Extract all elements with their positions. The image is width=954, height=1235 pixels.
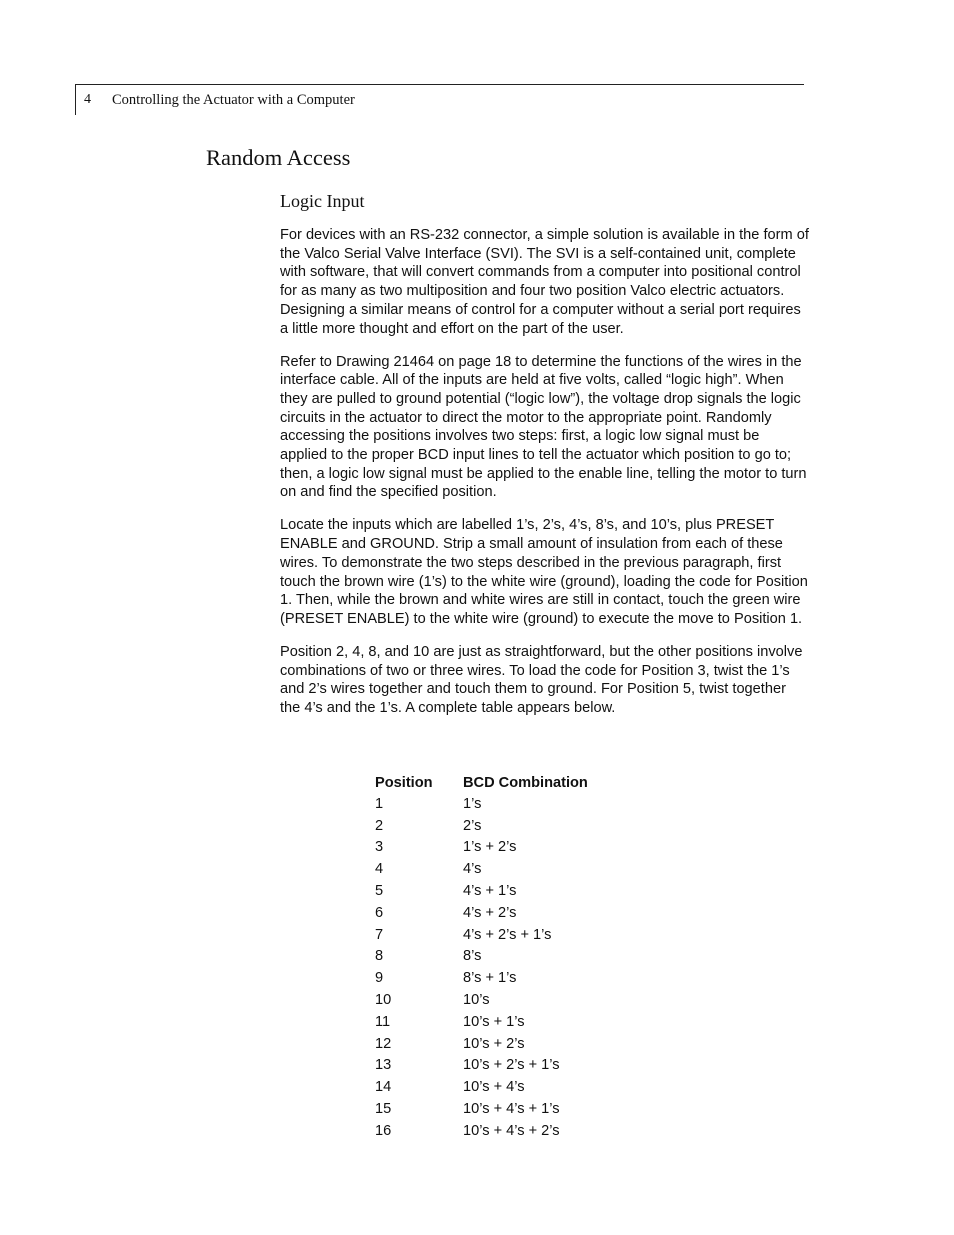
bcd-combination-cell: 10’s + 2’s: [463, 1035, 525, 1052]
column-header-position: Position: [375, 775, 433, 791]
table-row: [375, 1055, 588, 1077]
position-cell: 11: [375, 1013, 391, 1030]
table-row: [375, 793, 588, 815]
table-row: [375, 1076, 588, 1098]
position-cell: 6: [375, 904, 384, 921]
paragraph: Refer to Drawing 21464 on page 18 to determine the functions of the wires in the interface cable. All of the inputs are held at five volts, called “logic high”. When they are pulled to ground potential (“logic low”), the voltage drop signals the logic circuits in the actuator to direct the motor to the appropriate point. Randomly accessing the positions involves two steps: first, a logic low signal must be applied to the proper BCD input lines to tell the actuator which position to go to; then, a logic low signal must be applied to the enable line, telling the motor to turn on and find the specified position.: [280, 353, 807, 501]
position-cell: 2: [375, 817, 384, 834]
table-row: [375, 1120, 588, 1142]
page-number: 4: [84, 92, 91, 107]
position-cell: 15: [375, 1101, 392, 1118]
position-cell: 9: [375, 970, 384, 987]
table-row: [375, 989, 588, 1011]
bcd-combination-cell: 2’s: [463, 817, 482, 834]
header-rule: [75, 85, 76, 115]
table-body: [375, 793, 588, 1142]
position-cell: 7: [375, 926, 384, 943]
table-row: [375, 946, 588, 968]
position-cell: 4: [375, 861, 384, 878]
body-text: [280, 226, 810, 732]
section-title: Random Access: [206, 145, 351, 170]
position-cell: 5: [375, 883, 384, 900]
paragraph: Locate the inputs which are labelled 1’s, 2’s, 4’s, 8’s, and 10’s, plus PRESET ENABLE and GROUND. Strip a small amount of insulation from each of these wires. To demonstrate the two steps described in the previous paragraph, first touch the brown wire (1’s) to the white wire (ground), loading the code for Position 1. Then, while the brown and white wires are still in contact, touch the green wire (PRESET ENABLE) to the white wire (ground) to execute the move to Position 1.: [280, 517, 808, 627]
table-row: [375, 1033, 588, 1055]
position-cell: 1: [375, 795, 384, 812]
table-row: [375, 902, 588, 924]
bcd-combination-cell: 10’s + 2’s + 1’s: [463, 1057, 560, 1074]
bcd-combination-cell: 4’s + 2’s: [463, 904, 517, 921]
bcd-combination-cell: 8’s: [463, 948, 482, 965]
paragraph: For devices with an RS-232 connector, a simple solution is available in the form of the Valco Serial Valve Interface (SVI). The SVI is a self-contained unit, complete with software, that will convert commands from a computer into positional control for as many as two multiposition and four two position Valco electric actuators. Designing a similar means of control for a computer without a serial port requires a little more thought and effort on the part of the user.: [280, 227, 809, 337]
subsection-title: Logic Input: [280, 191, 365, 211]
table-row: [375, 967, 588, 989]
position-cell: 14: [375, 1079, 392, 1096]
column-header-bcd-combination: BCD Combination: [463, 775, 588, 791]
position-cell: 8: [375, 948, 384, 965]
bcd-combination-cell: 4’s: [463, 861, 482, 878]
position-cell: 16: [375, 1122, 392, 1139]
running-title: Controlling the Actuator with a Computer: [112, 92, 355, 108]
bcd-combination-cell: 1’s + 2’s: [463, 839, 517, 856]
bcd-combination-cell: 10’s: [463, 992, 490, 1009]
table-header-row: [375, 773, 588, 793]
table-row: [375, 924, 588, 946]
bcd-combination-table: [375, 773, 588, 1142]
bcd-combination-cell: 10’s + 4’s + 1’s: [463, 1101, 560, 1118]
position-cell: 13: [375, 1057, 392, 1074]
bcd-combination-cell: 4’s + 2’s + 1’s: [463, 926, 552, 943]
bcd-combination-cell: 10’s + 4’s + 2’s: [463, 1122, 560, 1139]
running-header: [75, 84, 804, 115]
table-row: [375, 858, 588, 880]
table-row: [375, 837, 588, 859]
bcd-combination-cell: 10’s + 4’s: [463, 1079, 525, 1096]
table-row: [375, 1098, 588, 1120]
bcd-combination-cell: 10’s + 1’s: [463, 1013, 525, 1030]
position-cell: 12: [375, 1035, 392, 1052]
position-cell: 3: [375, 839, 384, 856]
table-row: [375, 880, 588, 902]
paragraph: Position 2, 4, 8, and 10 are just as straightforward, but the other positions involve combinations of two or three wires. To load the code for Position 3, twist the 1’s and 2’s wires together and touch them to ground. For Position 5, twist together the 4’s and the 1’s. A complete table appears below.: [280, 643, 803, 717]
bcd-combination-cell: 1’s: [463, 795, 482, 812]
table-row: [375, 815, 588, 837]
position-cell: 10: [375, 992, 392, 1009]
bcd-combination-cell: 4’s + 1’s: [463, 883, 517, 900]
table-row: [375, 1011, 588, 1033]
bcd-combination-cell: 8’s + 1’s: [463, 970, 517, 987]
